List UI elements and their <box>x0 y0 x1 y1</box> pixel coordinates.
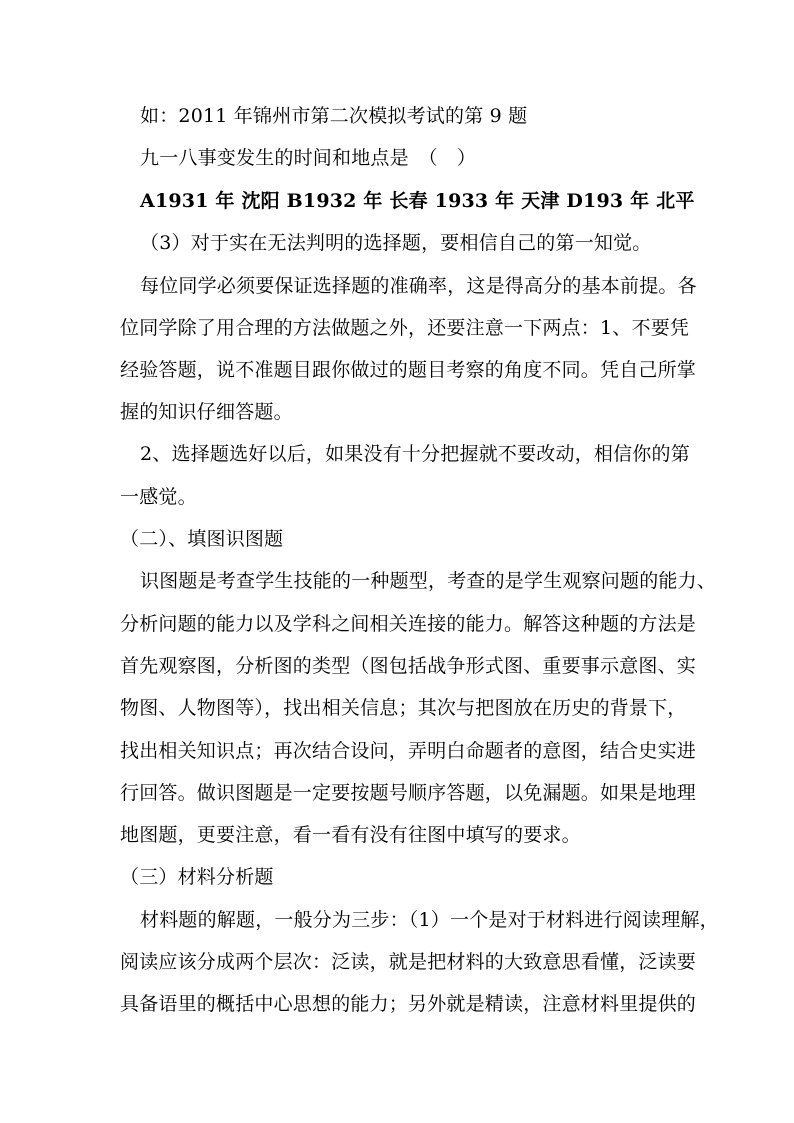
paragraph-line: 每位同学必须要保证选择题的准确率，这是得高分的基本前提。各 <box>140 275 697 297</box>
paragraph-line: 一感觉。 <box>120 486 197 508</box>
answer-options-line: A1931 年 沈阳 B1932 年 长春 1933 年 天津 D193 年 北平 <box>140 190 695 212</box>
paragraph-line: 识图题是考查学生技能的一种题型，考查的是学生观察问题的能力、 <box>140 570 717 592</box>
paragraph-line: 具备语里的概括中心思想的能力；另外就是精读，注意材料里提供的 <box>120 993 697 1015</box>
section-heading-2: （二）、填图识图题 <box>120 528 284 550</box>
paragraph-line: 材料题的解题，一般分为三步：（1）一个是对于材料进行阅读理解， <box>140 909 719 931</box>
example-intro-line: 如：2011 年锦州市第二次模拟考试的第 9 题 <box>140 105 528 127</box>
paragraph-line: 握的知识仔细答题。 <box>120 401 293 423</box>
paragraph-line: 地图题，更要注意，看一看有没有往图中填写的要求。 <box>120 824 581 846</box>
paragraph-line: 阅读应该分成两个层次：泛读，就是把材料的大致意思看懂，泛读要 <box>120 951 697 973</box>
tip-3-heading: （3）对于实在无法判明的选择题，要相信自己的第一知觉。 <box>140 232 652 254</box>
paragraph-line: 物图、人物图等），找出相关信息；其次与把图放在历史的背景下， <box>120 697 687 719</box>
paragraph-line: 首先观察图，分析图的类型（图包括战争形式图、重要事示意图、实 <box>120 655 697 677</box>
paragraph-line: 位同学除了用合理的方法做题之外，还要注意一下两点：1、不要凭 <box>120 317 690 339</box>
paragraph-line: 行回答。做识图题是一定要按题号顺序答题，以免漏题。如果是地理 <box>120 782 697 804</box>
section-heading-3: （三）材料分析题 <box>120 866 274 888</box>
question-line: 九一八事变发生的时间和地点是 （ ） <box>140 147 477 169</box>
paragraph-line: 找出相关知识点；再次结合设问，弄明白命题者的意图，结合史实进 <box>120 740 697 762</box>
paragraph-line: 2、选择题选好以后，如果没有十分把握就不要改动，相信你的第 <box>140 443 690 465</box>
paragraph-line: 经验答题，说不准题目跟你做过的题目考察的角度不同。凭自己所掌 <box>120 359 697 381</box>
paragraph-line: 分析问题的能力以及学科之间相关连接的能力。解答这种题的方法是 <box>120 613 697 635</box>
